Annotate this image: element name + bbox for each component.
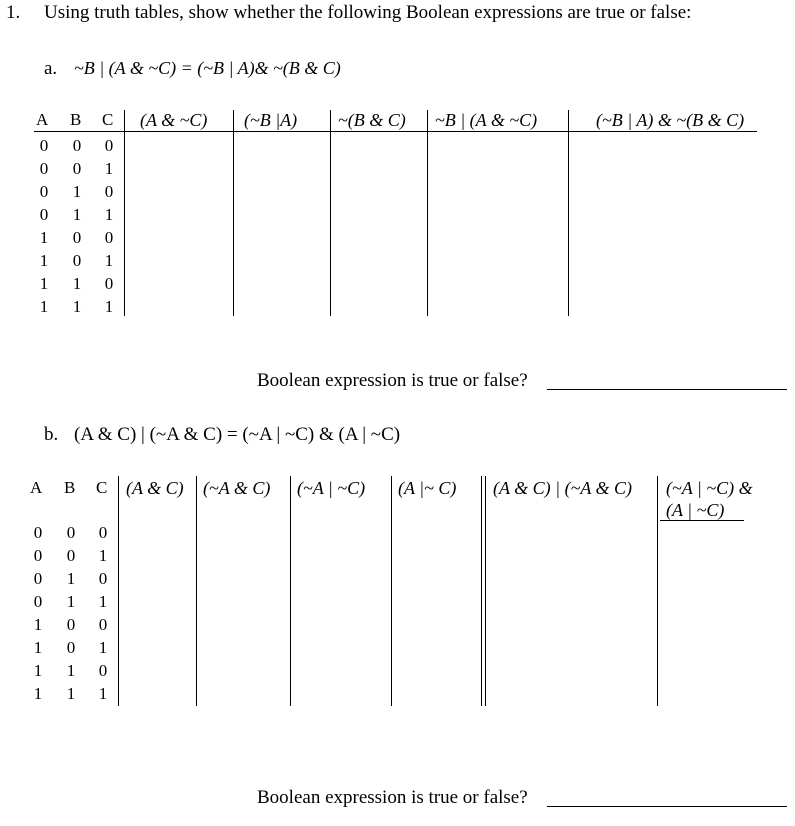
cell-b: 0 [66,615,76,634]
cell-b: 1 [66,592,76,611]
cell-a: 0 [33,592,43,611]
cell-b: 1 [72,274,82,293]
header-a-and-not-c: (A & ~C) [140,110,208,130]
cell-c: 1 [98,546,108,565]
table-b-divider [290,476,291,706]
header-left-expression: ~B | (A & ~C) [435,110,538,130]
cell-c: 0 [104,182,114,201]
header-not-b-and-c: ~(B & C) [338,110,406,130]
cell-c: 0 [104,136,114,155]
cell-a: 0 [33,523,43,542]
table-b-header-rule [660,520,744,521]
table-b-divider [391,476,392,706]
header-left-expression: (A & C) | (~A & C) [493,478,633,498]
question-prompt: Using truth tables, show whether the following Boolean expressions are true or false: [44,2,692,23]
cell-c: 1 [98,638,108,657]
part-a-answer-prompt: Boolean expression is true or false? [257,370,528,391]
cell-b: 1 [72,297,82,316]
cell-c: 1 [98,592,108,611]
cell-a: 0 [39,182,49,201]
cell-b: 1 [66,661,76,680]
cell-a: 0 [33,569,43,588]
part-b-label: b. [44,424,59,445]
cell-a: 1 [39,297,49,316]
table-b-divider [657,476,658,706]
cell-a: 1 [33,684,43,703]
part-b-answer-prompt: Boolean expression is true or false? [257,787,528,808]
part-a-answer-blank[interactable] [547,389,787,390]
cell-c: 0 [98,569,108,588]
cell-b: 0 [72,228,82,247]
cell-a: 1 [39,274,49,293]
table-a-divider [568,110,569,316]
cell-a: 1 [33,638,43,657]
part-a-expression: ~B | (A & ~C) = (~B | A)& ~(B & C) [74,58,341,78]
cell-c: 1 [104,205,114,224]
cell-b: 0 [72,251,82,270]
cell-b: 1 [66,684,76,703]
header-right-expression: (~B | A) & ~(B & C) [596,110,745,130]
cell-c: 0 [98,523,108,542]
part-b-expression: (A & C) | (~A & C) = (~A | ~C) & (A | ~C) [74,424,401,445]
part-a-label: a. [44,58,58,79]
cell-a: 1 [39,228,49,247]
cell-c: 0 [98,615,108,634]
cell-a: 0 [39,136,49,155]
table-b-divider [118,476,119,706]
cell-b: 0 [72,136,82,155]
header-c-col: C [96,478,108,497]
cell-b: 0 [66,638,76,657]
cell-b: 1 [72,205,82,224]
header-c-col: C [102,110,114,129]
header-not-b-or-a: (~B |A) [244,110,298,130]
table-a-divider [427,110,428,316]
cell-b: 1 [72,182,82,201]
cell-c: 0 [104,274,114,293]
cell-a: 1 [33,615,43,634]
cell-c: 0 [104,228,114,247]
header-b-col: B [64,478,76,497]
header-a-col: A [30,478,43,497]
cell-b: 0 [66,546,76,565]
header-not-a-and-c: (~A & C) [203,478,271,498]
cell-a: 1 [33,661,43,680]
table-a-divider [124,110,125,316]
table-a-divider [233,110,234,316]
cell-b: 0 [66,523,76,542]
cell-c: 1 [104,297,114,316]
cell-a: 0 [33,546,43,565]
header-b-col: B [70,110,82,129]
header-a-and-c: (A & C) [126,478,184,498]
cell-c: 1 [104,159,114,178]
cell-b: 1 [66,569,76,588]
table-b-divider [196,476,197,706]
cell-c: 0 [98,661,108,680]
cell-c: 1 [104,251,114,270]
cell-b: 0 [72,159,82,178]
header-not-a-or-not-c: (~A | ~C) [297,478,366,498]
header-a-col: A [36,110,49,129]
table-b-divider [481,476,482,706]
part-b-answer-blank[interactable] [547,806,787,807]
table-a-header-rule [34,131,757,132]
header-right-expression-line1: (~A | ~C) & [666,478,753,498]
table-a-divider [330,110,331,316]
header-right-expression-line2: (A | ~C) [666,500,725,520]
question-number: 1. [6,2,21,23]
cell-a: 0 [39,205,49,224]
table-b-divider [485,476,486,706]
cell-c: 1 [98,684,108,703]
cell-a: 0 [39,159,49,178]
header-a-or-not-c: (A |~ C) [398,478,457,498]
cell-a: 1 [39,251,49,270]
